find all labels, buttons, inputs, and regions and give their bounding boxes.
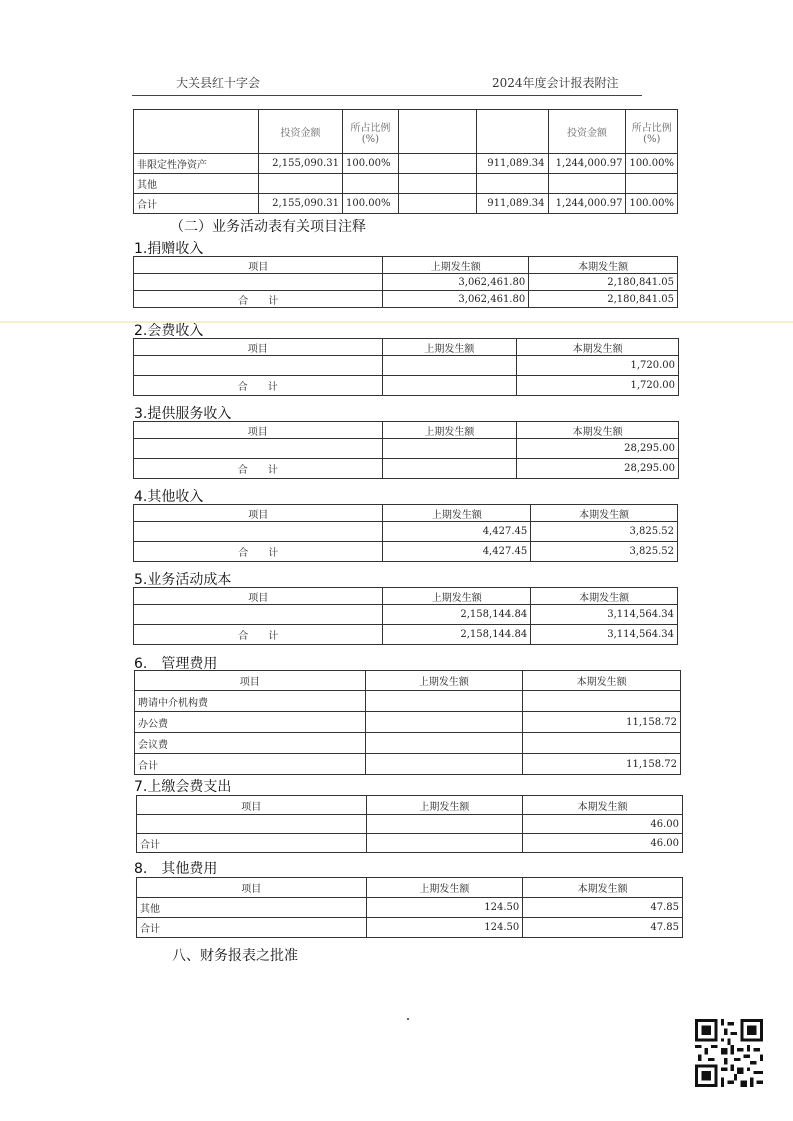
- heading-membership-fee-payment: 7.上缴会费支出: [134, 779, 232, 795]
- table-row: 合计 124.50 47.85: [137, 918, 683, 938]
- other-expenses-table: 项目 上期发生额 本期发生额 其他 124.50 47.85 合计 124.50 47.85: [136, 877, 683, 938]
- table-row: 非限定性净资产 2,155,090.31 100.00% 911,089.34 1,244,000.97 100.00%: [134, 154, 678, 174]
- membership-fee-payment-table: 项目 上期发生额 本期发生额 46.00 合计 46.00: [136, 795, 683, 853]
- header-report-title: 2024年度会计报表附注: [492, 76, 619, 90]
- table-row: 其他: [134, 174, 678, 194]
- table-row: 其他 124.50 47.85: [137, 898, 683, 918]
- cell-h2: 所占比例(%): [342, 110, 398, 154]
- table-row: 合计 11,158.72: [135, 754, 681, 775]
- table-row: 1,720.00: [134, 356, 679, 376]
- header-rule: [132, 95, 642, 96]
- section-title: （二）业务活动表有关项目注释: [170, 219, 366, 235]
- heading-membership-fee-income: 2.会费收入: [134, 323, 204, 339]
- table-row: 合 计 28,295.00: [134, 459, 679, 479]
- cell-h1: 投资金额: [259, 110, 343, 154]
- scan-stain: [0, 321, 793, 323]
- business-activity-cost-table: 项目 上期发生额 本期发生额 2,158,144.84 3,114,564.34 合 计 2,158,144.84 3,114,564.34: [133, 587, 678, 645]
- management-expenses-table: 项目 上期发生额 本期发生额 聘请中介机构费 办公费 11,158.72 会议费 合计 11,158.72: [134, 670, 681, 775]
- table-row: 合计 2,155,090.31 100.00% 911,089.34 1,244,000.97 100.00%: [134, 194, 678, 214]
- heading-management-expenses: 6. 管理费用: [134, 656, 218, 672]
- table-row: 合 计 2,158,144.84 3,114,564.34: [134, 625, 678, 645]
- other-income-table: 项目 上期发生额 本期发生额 4,427.45 3,825.52 合 计 4,427.45 3,825.52: [133, 504, 678, 562]
- financial-statements-approval-heading: 八、财务报表之批准: [172, 948, 298, 964]
- service-income-table: 项目 上期发生额 本期发生额 28,295.00 合 计 28,295.00: [133, 421, 679, 479]
- table-row: 聘请中介机构费: [135, 691, 681, 712]
- scan-speck: [407, 1018, 409, 1020]
- table-row: 会议费: [135, 733, 681, 754]
- cell-h5: 投资金额: [548, 110, 626, 154]
- table-row: 办公费 11,158.72: [135, 712, 681, 733]
- heading-other-income: 4.其他收入: [134, 489, 204, 505]
- heading-donation-income: 1.捐赠收入: [134, 241, 204, 257]
- header-org: 大关县红十字会: [176, 76, 261, 90]
- table-row: 合 计 3,062,461.80 2,180,841.05: [134, 291, 678, 308]
- table-row: 46.00: [137, 815, 683, 834]
- heading-service-income: 3.提供服务收入: [134, 406, 232, 422]
- investment-table: [133, 109, 678, 214]
- table-row: 2,158,144.84 3,114,564.34: [134, 605, 678, 625]
- cell-h0: [134, 110, 259, 154]
- table-row: 3,062,461.80 2,180,841.05: [134, 274, 678, 291]
- table-row: 4,427.45 3,825.52: [134, 522, 678, 542]
- cell-h3: [398, 110, 476, 154]
- cell-h4: [476, 110, 548, 154]
- heading-other-expenses: 8. 其他费用: [134, 861, 218, 877]
- membership-fee-table: 项目 上期发生额 本期发生额 1,720.00 合 计 1,720.00: [133, 338, 679, 396]
- cell-h6: 所占比例(%): [626, 110, 678, 154]
- table-row: 合 计 1,720.00: [134, 376, 679, 396]
- qr-code-icon: [695, 1019, 763, 1087]
- table-row: 合计 46.00: [137, 834, 683, 853]
- table-row: 28,295.00: [134, 439, 679, 459]
- donation-income-table: 项目 上期发生额 本期发生额 3,062,461.80 2,180,841.05 合 计 3,062,461.80 2,180,841.05: [133, 256, 678, 308]
- table-row: 合 计 4,427.45 3,825.52: [134, 542, 678, 562]
- heading-business-activity-cost: 5.业务活动成本: [134, 572, 232, 588]
